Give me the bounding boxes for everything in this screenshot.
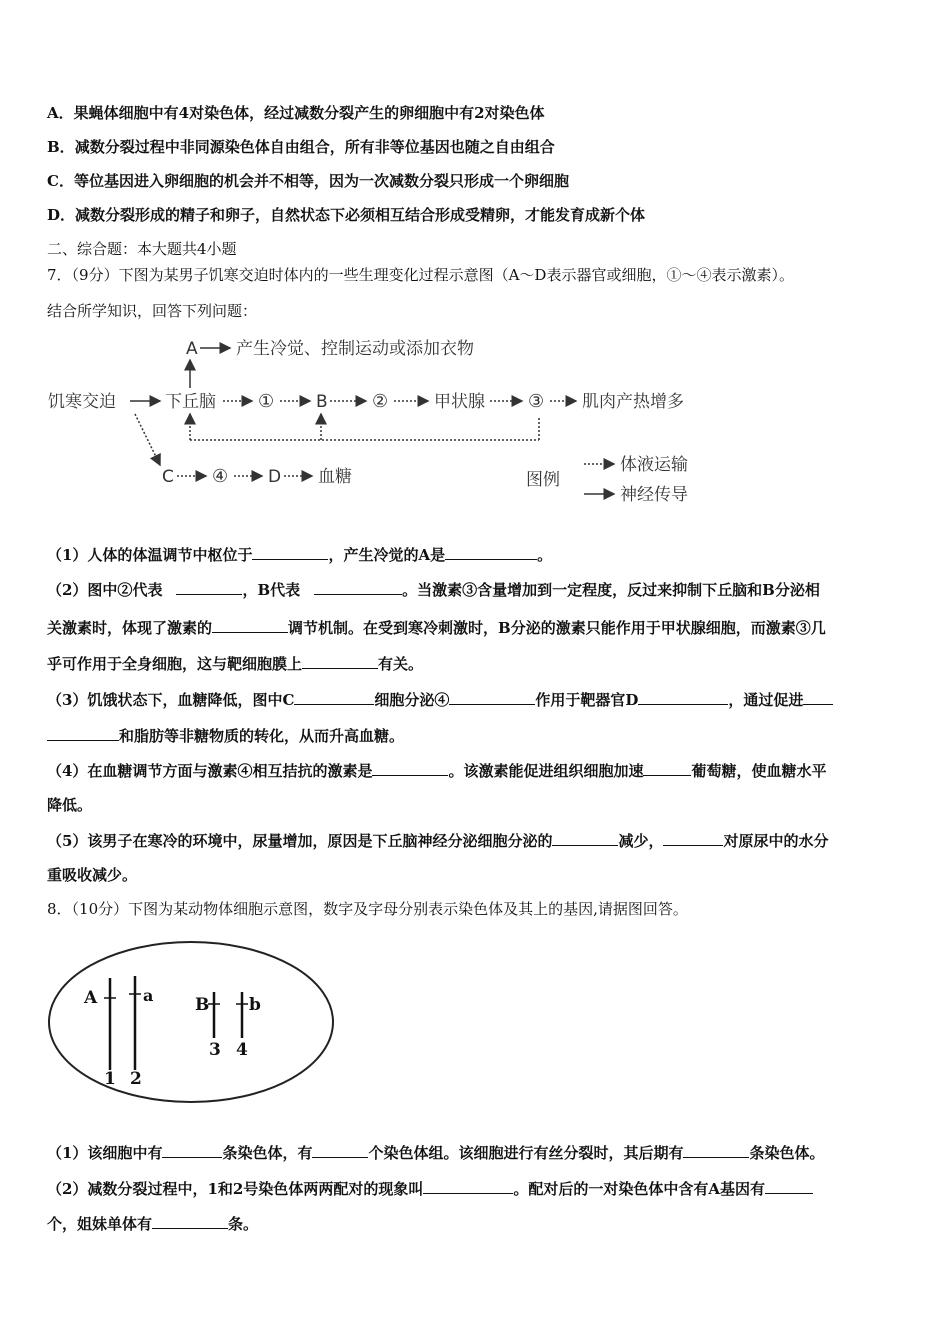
q8-sub1-d: 条染色体。	[749, 1144, 825, 1162]
q7-stem2: 结合所学知识，回答下列问题：	[47, 302, 258, 320]
option-c	[47, 171, 569, 191]
blood-sugar-label: 血糖	[318, 467, 352, 487]
hunger-cold-label: 饥寒交迫	[48, 392, 116, 412]
q7-sub3-line1	[47, 688, 833, 710]
hormone-2: ②	[372, 391, 389, 412]
q7-sub2-e: 调节机制。在受到寒冷刺激时，B分泌的激素只能作用于甲状腺细胞，而激素③几	[288, 619, 826, 637]
q7-sub4-line1	[47, 759, 826, 781]
q7-sub2-b: ，B代表	[242, 581, 301, 599]
muscle-heat-label: 肌肉产热增多	[582, 392, 684, 412]
answer-blank[interactable]	[176, 578, 242, 595]
answer-blank[interactable]	[212, 616, 288, 633]
q8-sub2-b: 。配对后的一对染色体中含有A基因有	[513, 1180, 765, 1198]
answer-blank[interactable]	[765, 1177, 813, 1194]
gene-label-a: a	[143, 986, 154, 1005]
legend-title: 图例	[526, 470, 560, 490]
q7-sub5-line2: 重吸收减少。	[47, 866, 138, 884]
answer-blank[interactable]	[552, 829, 618, 846]
option-letter: D．	[47, 206, 76, 224]
q8-sub1	[47, 1141, 825, 1163]
q7-flow-diagram	[40, 330, 720, 515]
answer-blank[interactable]	[314, 578, 402, 595]
hormone-4: ④	[212, 466, 229, 487]
q8-cell-diagram	[44, 930, 344, 1110]
q7-sub2-f: 乎可作用于全身细胞，这与靶细胞膜上	[47, 655, 303, 673]
organ-d-label: D	[268, 467, 282, 487]
option-text: 减数分裂形成的精子和卵子，自然状态下必须相互结合形成受精卵，才能发育成新个体	[75, 206, 646, 224]
answer-blank[interactable]	[803, 688, 833, 705]
q8-sub2-a: （2）减数分裂过程中，1和2号染色体两两配对的现象叫	[47, 1180, 424, 1198]
legend-nerve-label: 神经传导	[620, 485, 688, 505]
q8-sub2-c: 个，姐妹单体有	[47, 1215, 153, 1233]
option-text: 减数分裂过程中非同源染色体自由组合，所有非等位基因也随之自由组合	[74, 138, 555, 156]
q7-sub2-line3	[47, 652, 423, 674]
cell-c-label: C	[162, 467, 174, 487]
answer-blank[interactable]	[372, 759, 448, 776]
q7-sub2-a: （2）图中②代表	[47, 581, 163, 599]
answer-blank[interactable]	[302, 652, 378, 669]
answer-blank[interactable]	[449, 688, 535, 705]
q8-number: 8．	[47, 900, 72, 918]
q7-sub5-c: 对原尿中的水分	[723, 832, 829, 850]
gene-label-b: b	[249, 995, 261, 1015]
hormone-1: ①	[258, 391, 275, 412]
q7-sub3-d: ，通过促进	[728, 691, 804, 709]
hormone-3: ③	[528, 391, 545, 412]
option-text: 果蝇体细胞中有4对染色体，经过减数分裂产生的卵细胞中有2对染色体	[73, 104, 545, 122]
q7-sub2-line1	[47, 578, 820, 600]
q7-sub1-a: （1）人体的体温调节中枢位于	[47, 546, 253, 564]
q7-points: （9分）	[71, 266, 119, 284]
q8-sub2-line1	[47, 1177, 813, 1199]
q7-sub2-c: 。当激素③含量增加到一定程度，反过来抑制下丘脑和B分泌相	[402, 581, 820, 599]
chromosome-number-4: 4	[236, 1040, 248, 1060]
q7-sub3-b: 细胞分泌④	[374, 691, 450, 709]
q7-sub3-line2	[47, 724, 404, 746]
q7-sub1-c: 。	[537, 546, 553, 564]
q7-sub1	[47, 543, 552, 565]
q7-sub3-c: 作用于靶器官D	[535, 691, 639, 709]
q7-sub5-a: （5）该男子在寒冷的环境中，尿量增加，原因是下丘脑神经分泌细胞分泌的	[47, 832, 553, 850]
q8-sub2-line2	[47, 1212, 258, 1234]
q7-number: 7．	[47, 266, 72, 284]
answer-blank[interactable]	[162, 1141, 222, 1158]
answer-blank[interactable]	[663, 829, 723, 846]
q8-stem	[47, 899, 688, 919]
q7-sub3-e: 和脂肪等非糖物质的转化，从而升高血糖。	[119, 727, 405, 745]
answer-blank[interactable]	[252, 543, 328, 560]
answer-blank[interactable]	[683, 1141, 749, 1158]
q7-sub2-line2	[47, 616, 826, 638]
q7-sub4-c: 葡萄糖，使血糖水平	[691, 762, 827, 780]
q8-points: （10分）	[71, 900, 129, 918]
hypothalamus-label: 下丘脑	[165, 392, 216, 412]
answer-blank[interactable]	[152, 1212, 228, 1229]
answer-blank[interactable]	[423, 1177, 513, 1194]
q8-sub1-a: （1）该细胞中有	[47, 1144, 163, 1162]
q7-sub1-b: ，产生冷觉的A是	[328, 546, 446, 564]
answer-blank[interactable]	[445, 543, 537, 560]
cell-outline	[49, 942, 333, 1102]
option-letter: A．	[47, 104, 74, 122]
q7-sub5-line1	[47, 829, 828, 851]
q7-stem	[47, 265, 794, 285]
q7-sub4-line2: 降低。	[47, 796, 93, 814]
answer-blank[interactable]	[312, 1141, 368, 1158]
q7-stem-text: 下图为某男子饥寒交迫时体内的一些生理变化过程示意图（A～D表示器官或细胞，①～④表示激素）。	[118, 266, 794, 284]
q7-sub5-b: 减少，	[618, 832, 664, 850]
option-letter: B．	[47, 138, 75, 156]
option-text: 等位基因进入卵细胞的机会并不相等，因为一次减数分裂只形成一个卵细胞	[73, 172, 569, 190]
section-heading: 二、综合题：本大题共4小题	[47, 240, 237, 258]
organ-a-effect: 产生冷觉、控制运动或添加衣物	[236, 339, 474, 359]
fluid-arrow-hunger-to-c	[135, 414, 160, 465]
legend-fluid-label: 体液运输	[620, 455, 688, 475]
q8-sub1-b: 条染色体，有	[222, 1144, 313, 1162]
chromosome-number-3: 3	[209, 1040, 221, 1060]
organ-a-label: A	[186, 339, 198, 359]
option-letter: C．	[47, 172, 74, 190]
thyroid-label: 甲状腺	[434, 392, 485, 412]
option-b	[47, 137, 555, 157]
chromosome-number-2: 2	[130, 1069, 142, 1089]
q7-sub3-a: （3）饥饿状态下，血糖降低，图中C	[47, 691, 295, 709]
answer-blank[interactable]	[643, 759, 691, 776]
gene-label-B: B	[195, 995, 210, 1015]
option-a	[47, 103, 545, 123]
option-d	[47, 205, 645, 225]
chromosome-number-1: 1	[104, 1069, 116, 1089]
gene-label-A: A	[84, 988, 98, 1008]
answer-blank[interactable]	[294, 688, 374, 705]
q7-sub2-g: 有关。	[378, 655, 424, 673]
organ-b-label: B	[316, 392, 328, 412]
q8-sub1-c: 个染色体组。该细胞进行有丝分裂时，其后期有	[368, 1144, 684, 1162]
q7-sub4-b: 。该激素能促进组织细胞加速	[448, 762, 644, 780]
answer-blank[interactable]	[638, 688, 728, 705]
q7-sub4-a: （4）在血糖调节方面与激素④相互拮抗的激素是	[47, 762, 373, 780]
q7-sub2-d: 关激素时，体现了激素的	[47, 619, 213, 637]
q8-stem-text: 下图为某动物体细胞示意图，数字及字母分别表示染色体及其上的基因,请据图回答。	[128, 900, 688, 918]
q8-sub2-d: 条。	[228, 1215, 259, 1233]
answer-blank[interactable]	[47, 724, 119, 741]
